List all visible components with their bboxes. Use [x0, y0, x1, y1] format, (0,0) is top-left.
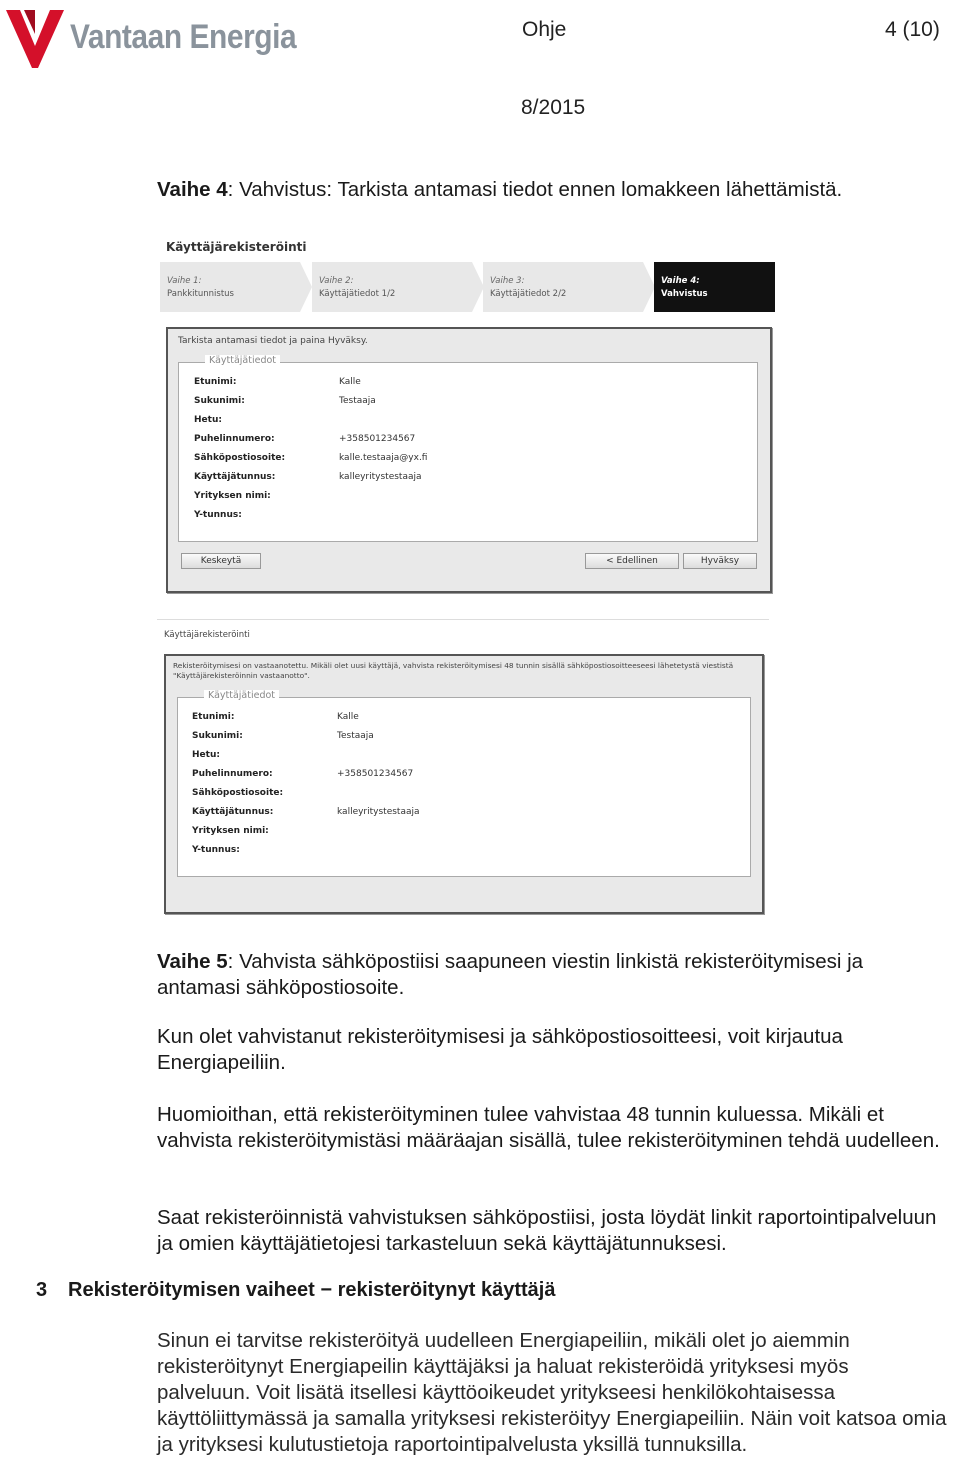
field-value: Testaaja	[339, 396, 376, 406]
shot2-form-frame	[164, 654, 764, 914]
doc-type: Ohje	[522, 18, 567, 41]
field-label: Käyttäjätunnus:	[194, 472, 276, 482]
step-arrow-icon	[300, 262, 312, 312]
step5-label: Vaihe 5	[157, 950, 228, 973]
previous-button[interactable]: < Edellinen	[585, 553, 679, 569]
field-label: Etunimi:	[192, 712, 235, 722]
shot2-fieldset	[177, 690, 751, 877]
doc-date: 8/2015	[521, 96, 586, 119]
accept-button[interactable]: Hyväksy	[683, 553, 757, 569]
field-label: Sukunimi:	[194, 396, 245, 406]
logo-text: Vantaan Energia	[70, 18, 297, 56]
shot1-fieldset	[178, 355, 758, 542]
field-label: Käyttäjätunnus:	[192, 807, 274, 817]
field-value: Kalle	[339, 377, 361, 387]
shot1-step-4-active	[654, 262, 775, 312]
step-2-title: Vaihe 2:	[319, 276, 354, 286]
section-3-paragraph: Sinun ei tarvitse rekisteröityä uudelleen Energiapeiliin, mikäli olet jo aiemmin rekisteröitynyt Energiapeilin käyttäjäksi ja haluat rekisteröidä yrityksesi myös palveluun. Voit lisätä itsellesi käyttöoikeudet yritykseesi henkilökohtaisessa käyttöliittymässä ja samalla yrityksesi rekisteröityy Energiapeiliin. Näin voit katsoa omia ja yrityksesi kulutustietoja raportointipalvelusta yksillä tunnuksilla.	[157, 1329, 947, 1456]
field-value: kalleyritystestaaja	[339, 472, 422, 482]
field-label: Y-tunnus:	[192, 845, 240, 855]
cancel-button[interactable]: Keskeytä	[181, 553, 261, 569]
shot1-title: Käyttäjärekisteröinti	[166, 240, 307, 254]
field-value: +358501234567	[339, 434, 416, 444]
field-label: Yrityksen nimi:	[194, 491, 271, 501]
field-value: Testaaja	[337, 731, 374, 741]
section-3-heading	[36, 1279, 555, 1302]
paragraph-3: Saat rekisteröinnistä vahvistuksen sähköpostiisi, josta löydät linkit raportointipalveluun ja omien käyttäjätietojesi tarkasteluun sekä käyttäjätunnuksesi.	[157, 1206, 937, 1255]
page-number: 4 (10)	[885, 18, 940, 41]
field-label: Hetu:	[192, 750, 220, 760]
shot2-legend: Käyttäjätiedot	[204, 690, 279, 701]
field-label: Puhelinnumero:	[194, 434, 275, 444]
section-number: 3	[36, 1279, 48, 1301]
step-1-title: Vaihe 1:	[167, 276, 202, 286]
step4-label: Vaihe 4	[157, 178, 228, 201]
shot1-step-2	[312, 262, 472, 312]
field-label: Y-tunnus:	[194, 510, 242, 520]
field-value: Kalle	[337, 712, 359, 722]
divider	[157, 619, 769, 620]
section-title: Rekisteröitymisen vaiheet − rekisteröitynyt käyttäjä	[68, 1279, 556, 1301]
step-3-title: Vaihe 3:	[490, 276, 525, 286]
step-4-title: Vaihe 4:	[661, 276, 700, 286]
field-label: Yrityksen nimi:	[192, 826, 269, 836]
field-label: Etunimi:	[194, 377, 237, 387]
paragraph-2: Huomioithan, että rekisteröityminen tulee vahvistaa 48 tunnin kuluessa. Mikäli et vahvista rekisteröitymistäsi määräajan sisällä, tulee rekisteröityminen tehdä uudelleen.	[157, 1103, 940, 1152]
shot1-instruction: Tarkista antamasi tiedot ja paina Hyväksy.	[178, 336, 368, 346]
shot1-legend: Käyttäjätiedot	[205, 355, 280, 366]
shot2-title: Käyttäjärekisteröinti	[164, 630, 250, 640]
shot1-form-frame	[166, 327, 772, 593]
step5-text: : Vahvista sähköpostiisi saapuneen viestin linkistä rekisteröitymisesi ja antamasi sähköpostiosoite.	[157, 950, 864, 999]
field-label: Sähköpostiosoite:	[194, 453, 286, 463]
field-label: Sähköpostiosoite:	[192, 788, 284, 798]
shot2-message-line2: "Käyttäjärekisteröinnin vastaanotto".	[173, 671, 310, 680]
step-3-subtitle: Käyttäjätiedot 2/2	[490, 289, 567, 299]
step5-paragraph	[157, 949, 947, 1001]
field-label: Hetu:	[194, 415, 222, 425]
field-label: Puhelinnumero:	[192, 769, 273, 779]
field-value: +358501234567	[337, 769, 414, 779]
paragraph-1: Kun olet vahvistanut rekisteröitymisesi ja sähköpostiosoitteesi, voit kirjautua Energiapeiliin.	[157, 1025, 843, 1074]
step4-paragraph	[157, 177, 947, 203]
step-4-subtitle: Vahvistus	[661, 289, 708, 299]
shot1-step-1	[160, 262, 300, 312]
field-value: kalle.testaaja@yx.fi	[339, 453, 428, 463]
step4-text: : Vahvistus: Tarkista antamasi tiedot ennen lomakkeen lähettämistä.	[227, 178, 843, 201]
shot1-step-3	[483, 262, 643, 312]
field-value: kalleyritystestaaja	[337, 807, 420, 817]
field-label: Sukunimi:	[192, 731, 243, 741]
step-2-subtitle: Käyttäjätiedot 1/2	[319, 289, 396, 299]
vantaan-energia-logo-icon	[6, 6, 64, 68]
shot1-steps	[160, 262, 775, 312]
step-1-subtitle: Pankkitunnistus	[167, 289, 234, 299]
shot2-message-line1: Rekisteröitymisesi on vastaanotettu. Mikäli olet uusi käyttäjä, vahvista rekisteröitymisesi 48 tunnin sisällä sähköpostiosoitteeseesi lähetetystä viestistä	[173, 661, 734, 670]
